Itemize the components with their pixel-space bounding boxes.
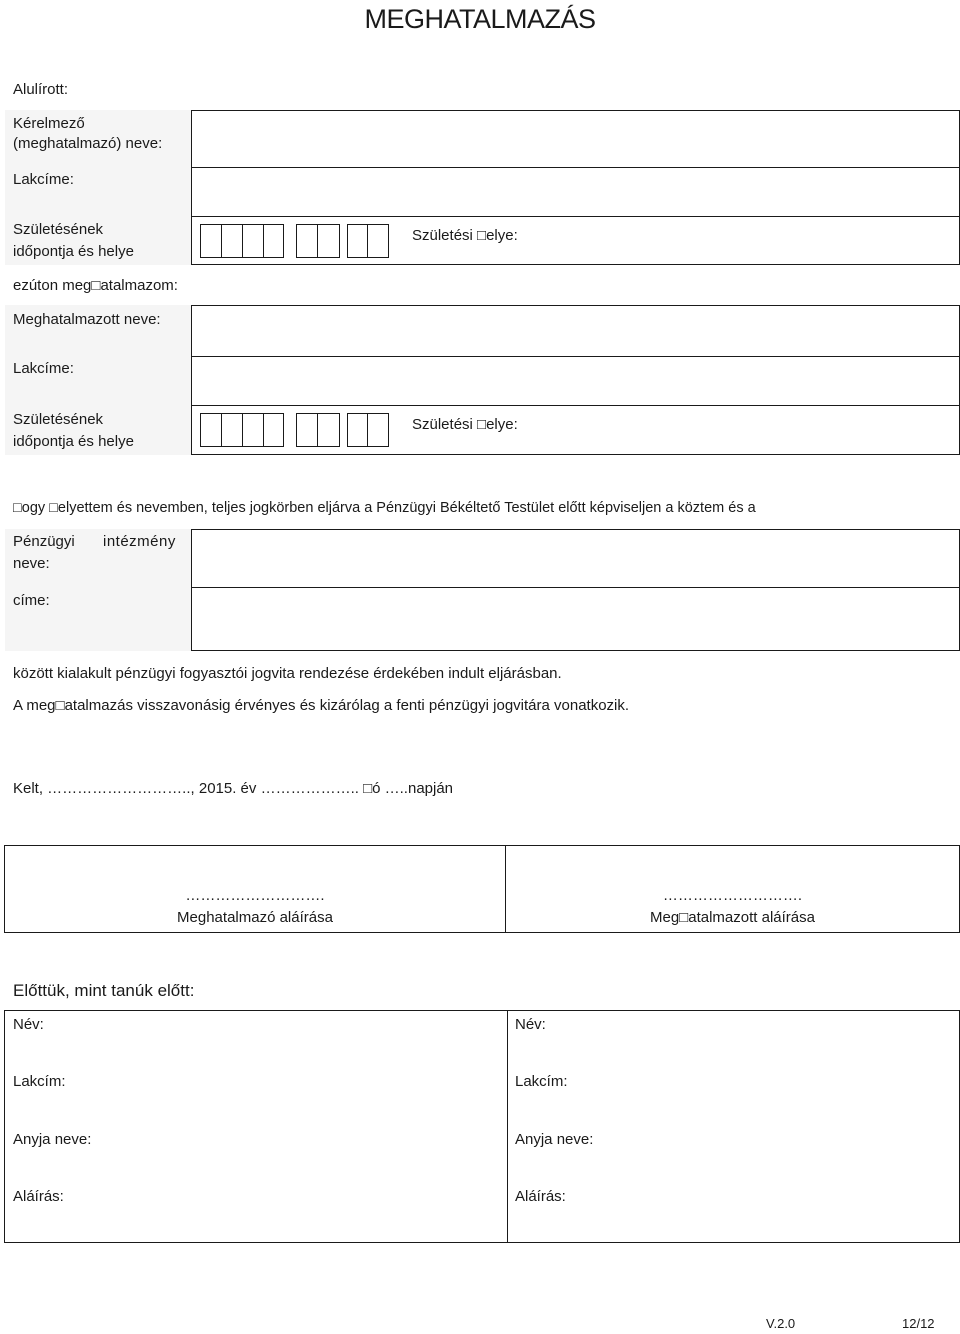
agent-address-label: Lakcíme: bbox=[13, 360, 74, 377]
footer-version: V.2.0 bbox=[766, 1316, 796, 1331]
agent-birth-month-boxes[interactable] bbox=[296, 413, 340, 447]
institution-name-label-1: Pénzügyi bbox=[13, 533, 75, 550]
principal-birth-place-label: Születési □elye: bbox=[412, 227, 518, 244]
institution-address-label: címe: bbox=[13, 592, 50, 609]
page-title: MEGHATALMAZÁS bbox=[364, 4, 596, 34]
witnesses-heading: Előttük, mint tanúk előtt: bbox=[13, 981, 195, 1000]
principal-address-label: Lakcíme: bbox=[13, 171, 74, 188]
agent-name-field[interactable] bbox=[191, 305, 960, 357]
undersigned-label: Alulírott: bbox=[13, 81, 69, 98]
agent-birth-year-boxes[interactable] bbox=[200, 413, 284, 447]
agent-address-field[interactable] bbox=[191, 356, 960, 406]
agent-birth-label-1: Születésének bbox=[13, 411, 104, 428]
witness1-signature-label[interactable]: Aláírás: bbox=[13, 1188, 64, 1205]
witness2-name-label[interactable]: Név: bbox=[515, 1016, 546, 1033]
principal-signature-label: Meghatalmazó aláírása bbox=[177, 909, 333, 926]
dispute-text: között kialakult pénzügyi fogyasztói jogvita rendezése érdekében indult eljárásban. bbox=[13, 665, 562, 682]
witness1-mother-label[interactable]: Anyja neve: bbox=[13, 1131, 92, 1148]
principal-name-field[interactable] bbox=[191, 110, 960, 168]
institution-name-label-3: neve: bbox=[13, 555, 50, 572]
agent-birth-place-label: Születési □elye: bbox=[412, 416, 518, 433]
principal-birth-month-boxes[interactable] bbox=[296, 224, 340, 258]
principal-address-field[interactable] bbox=[191, 167, 960, 217]
principal-signature-dots: ………………………. bbox=[185, 887, 325, 904]
authorize-text: ezúton meg□atalmazom: bbox=[13, 277, 178, 294]
validity-text: A meg□atalmazás visszavonásig érvényes és kizárólag a fenti pénzügyi jogvitára vonatkozik. bbox=[13, 697, 630, 714]
witnesses-divider bbox=[507, 1011, 508, 1242]
institution-address-field[interactable] bbox=[191, 587, 960, 651]
principal-birth-day-boxes[interactable] bbox=[347, 224, 389, 258]
witness2-mother-label[interactable]: Anyja neve: bbox=[515, 1131, 594, 1148]
agent-signature-box[interactable] bbox=[505, 845, 960, 933]
principal-birth-year-boxes[interactable] bbox=[200, 224, 284, 258]
witness1-name-label[interactable]: Név: bbox=[13, 1016, 44, 1033]
date-line[interactable]: Kelt, ……………………….., 2015. év ……………….. □ó …..napján bbox=[13, 780, 454, 797]
purpose-text: □ogy □elyettem és nevemben, teljes jogkörben eljárva a Pénzügyi Békéltető Testület előtt képviseljen a köztem és a bbox=[13, 500, 756, 516]
witness1-address-label[interactable]: Lakcím: bbox=[13, 1073, 66, 1090]
witnesses-table bbox=[4, 1010, 960, 1243]
agent-birth-label-2: időpontja és helye bbox=[13, 433, 134, 450]
witness2-address-label[interactable]: Lakcím: bbox=[515, 1073, 568, 1090]
agent-name-label: Meghatalmazott neve: bbox=[13, 311, 161, 328]
principal-birth-label-2: időpontja és helye bbox=[13, 243, 134, 260]
institution-name-field[interactable] bbox=[191, 529, 960, 588]
agent-signature-label: Meg□atalmazott aláírása bbox=[650, 909, 815, 926]
agent-signature-dots: ………………………. bbox=[662, 887, 803, 904]
witness2-signature-label[interactable]: Aláírás: bbox=[515, 1188, 566, 1205]
principal-name-label: Kérelmező (meghatalmazó) neve: bbox=[13, 115, 163, 152]
footer-page: 12/12 bbox=[902, 1316, 935, 1331]
institution-name-label-2: intézmény bbox=[103, 533, 176, 550]
principal-birth-label-1: Születésének bbox=[13, 221, 104, 238]
principal-signature-box[interactable] bbox=[4, 845, 506, 933]
agent-birth-day-boxes[interactable] bbox=[347, 413, 389, 447]
